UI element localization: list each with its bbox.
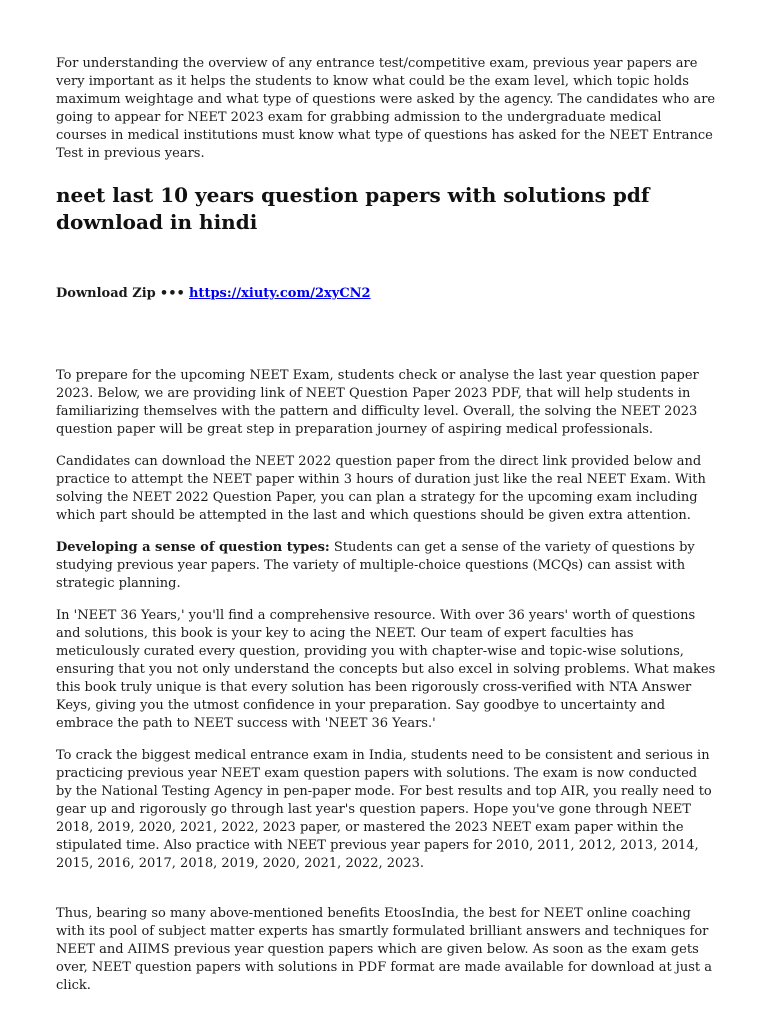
intro-paragraph: For understanding the overview of any entrance test/competitive exam, previous year papers are very important as it helps the students to know what could be the exam level, which topic holds maximum weightage and what type of questions were asked by the agency. The candidates who are going to appear for NEET 2023 exam for grabbing admission to the undergraduate medical courses in medical institutions must know what type of questions has asked for the NEET Entrance Test in previous years. <box>56 56 716 161</box>
paragraph-neet-36-years: In 'NEET 36 Years,' you'll find a comprehensive resource. With over 36 years' worth of questions and solutions, this book is your key to acing the NEET. Our team of expert faculties has meticulously curated every question, providing you with chapter-wise and topic-wise solutions, ensuring that you not only understand the concepts but also excel in solving problems. What makes this book truly unique is that every solution has been rigorously cross-verified with NTA Answer Keys, giving you the utmost confidence in your preparation. Say goodbye to uncertainty and embrace the path to NEET success with 'NEET 36 Years.' <box>56 608 716 731</box>
paragraph-crack-exam: To crack the biggest medical entrance exam in India, students need to be consistent and serious in practicing previous year NEET exam question papers with solutions. The exam is now conducted by the National Testing Agency in pen-paper mode. For best results and top AIR, you really need to gear up and rigorously go through last year's question papers. Hope you've gone through NEET 2018, 2019, 2020, 2021, 2022, 2023 paper, or mastered the 2023 NEET exam paper within the stipulated time. Also practice with NEET previous year papers for 2010, 2011, 2012, 2013, 2014, 2015, 2016, 2017, 2018, 2019, 2020, 2021, 2022, 2023. <box>56 748 712 871</box>
download-dots: ••• <box>159 286 185 301</box>
download-label: Download Zip <box>56 286 156 301</box>
download-link[interactable]: https://xiuty.com/2xyCN2 <box>188 286 371 301</box>
paragraph-download-2022: Candidates can download the NEET 2022 question paper from the direct link provided below and practice to attempt the NEET paper within 3 hours of duration just like the real NEET Exam. With solving the NEET 2022 Question Paper, you can plan a strategy for the upcoming exam including which part should be attempted in the last and which questions should be given extra attention. <box>56 454 706 523</box>
paragraph-question-types <box>56 539 716 593</box>
download-line <box>56 285 716 303</box>
question-types-lead: Developing a sense of question types: <box>56 540 330 555</box>
page-title: neet last 10 years question papers with solutions pdf download in hindi <box>56 183 650 234</box>
paragraph-prepare: To prepare for the upcoming NEET Exam, students check or analyse the last year question paper 2023. Below, we are providing link of NEET Question Paper 2023 PDF, that will help students in familiarizing themselves with the pattern and difficulty level. Overall, the solving the NEET 2023 question paper will be great step in preparation journey of aspiring medical professionals. <box>56 368 699 437</box>
paragraph-etoosindia: Thus, bearing so many above-mentioned benefits EtoosIndia, the best for NEET online coaching with its pool of subject matter experts has smartly formulated brilliant answers and techniques for NEET and AIIMS previous year question papers which are given below. As soon as the exam gets over, NEET question papers with solutions in PDF format are made available for download at just a click. <box>56 906 712 993</box>
document-page <box>56 55 716 1009</box>
question-types-body: Students can get a sense of the variety of questions by studying previous year papers. The variety of multiple-choice questions (MCQs) can assist with strategic planning. <box>56 540 695 591</box>
